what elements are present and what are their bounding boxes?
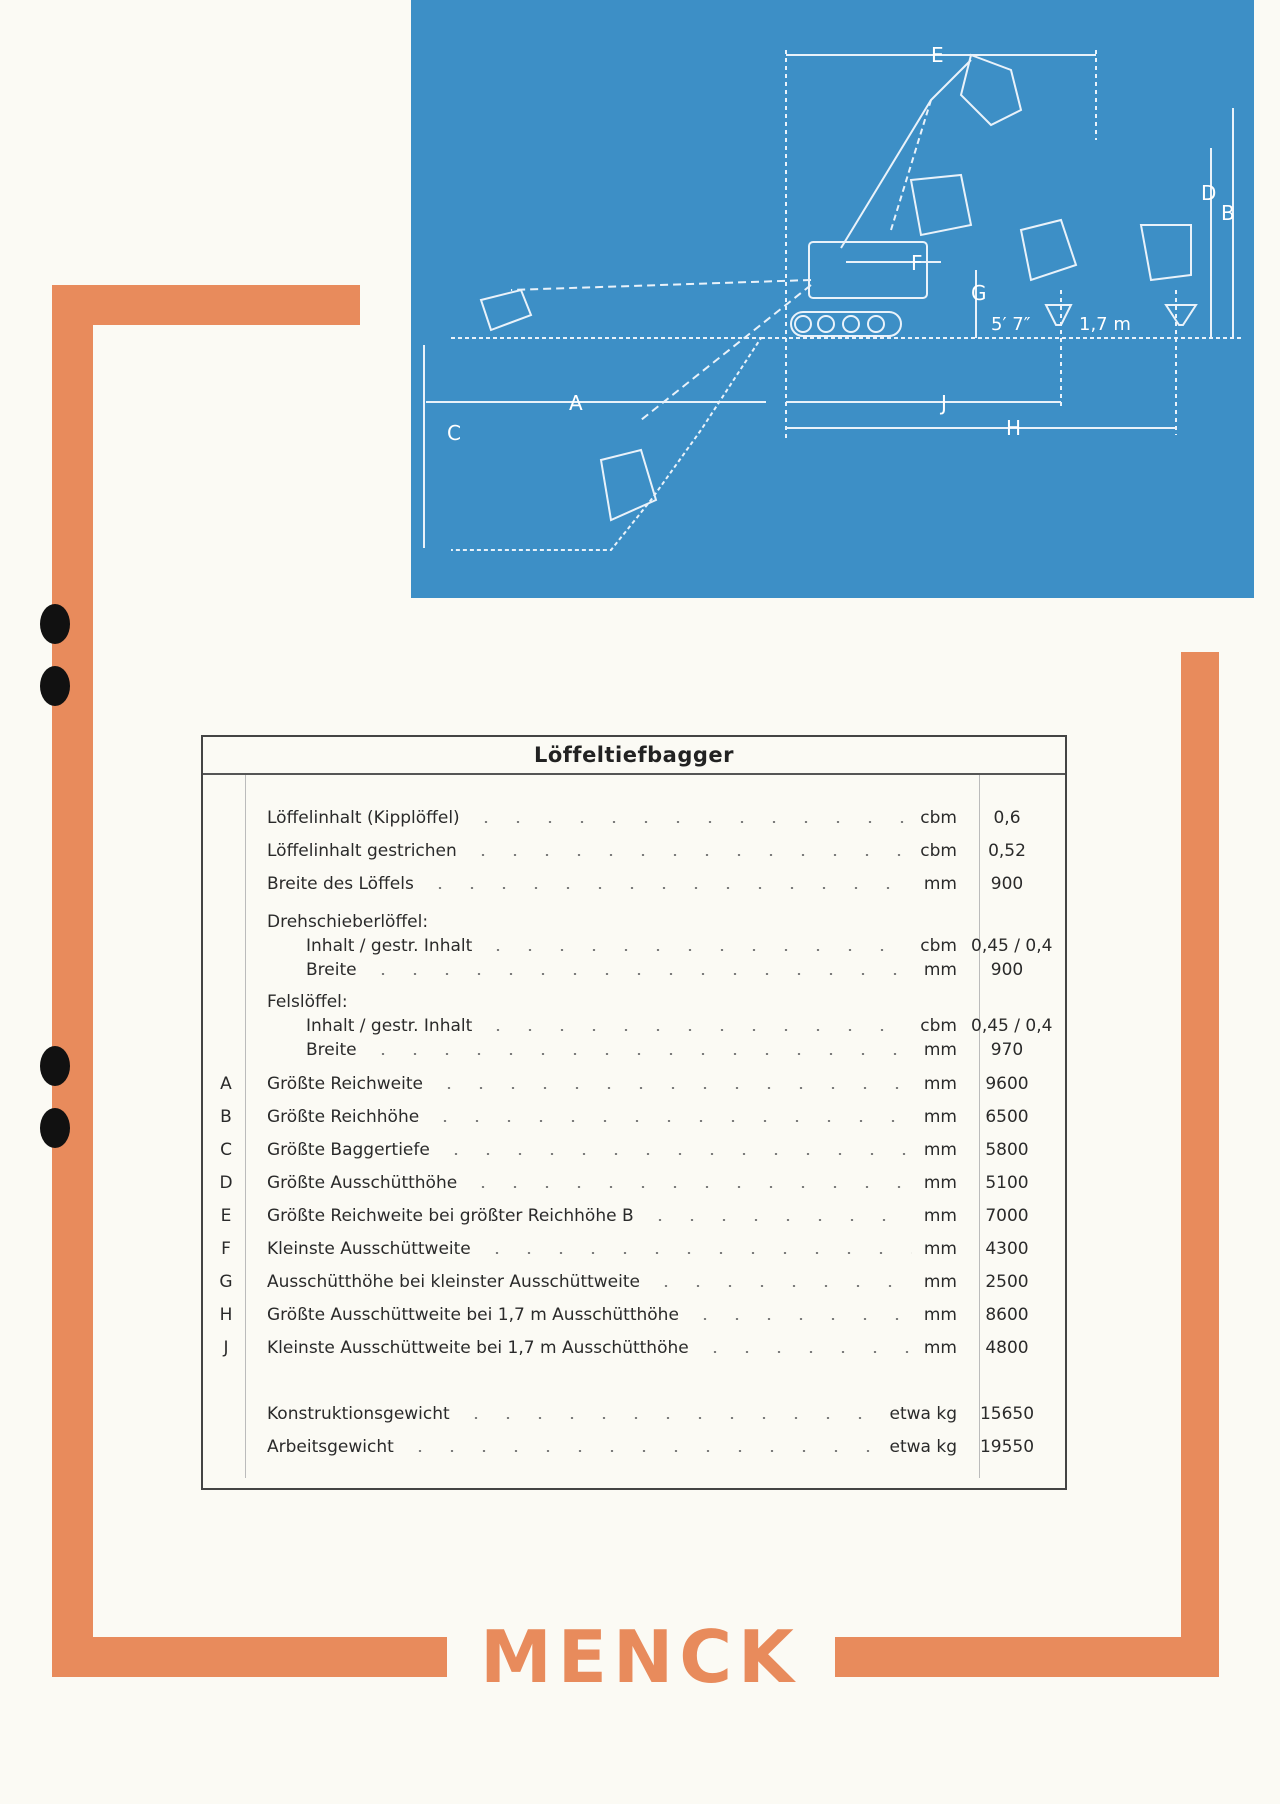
dim-label-A: A	[569, 391, 583, 415]
row-label: Ausschütthöhe bei kleinster Ausschüttweite	[267, 1272, 640, 1292]
row-unit: mm	[918, 1140, 957, 1160]
dim-label-F: F	[911, 251, 923, 275]
bucket-dump-2	[1021, 220, 1076, 280]
table-row	[203, 960, 1065, 984]
frame-left-bar	[52, 285, 93, 1677]
row-label: Breite	[306, 960, 357, 980]
leader-dots	[644, 1219, 912, 1221]
row-unit: etwa kg	[884, 1437, 958, 1457]
table-row	[203, 1074, 1065, 1098]
row-value: 0,52	[988, 841, 1026, 861]
row-value: 4300	[985, 1239, 1029, 1259]
bucket-high	[961, 55, 1021, 125]
table-title: Löffeltiefbagger	[203, 737, 1065, 775]
table-row	[203, 992, 1065, 1016]
leader-dots	[699, 1351, 912, 1353]
row-value: 9600	[985, 1074, 1029, 1094]
row-value: 2500	[985, 1272, 1029, 1292]
row-label: Löffelinhalt (Kipplöffel)	[267, 808, 460, 828]
frame-bottom-left-bar	[52, 1637, 447, 1677]
leader-dots	[482, 949, 908, 951]
leader-dots	[404, 1450, 878, 1452]
excavator-blueprint-svg	[411, 0, 1254, 598]
row-label: Drehschieberlöffel:	[267, 912, 429, 932]
row-label: Kleinste Ausschüttweite bei 1,7 m Ausschütthöhe	[267, 1338, 689, 1358]
row-unit: mm	[918, 1239, 957, 1259]
row-unit: mm	[918, 1107, 957, 1127]
row-value: 970	[990, 1040, 1024, 1060]
ground-line	[451, 338, 761, 550]
hopper-2	[1166, 305, 1196, 325]
table-row	[203, 912, 1065, 936]
row-value: 4800	[985, 1338, 1029, 1358]
boom-high	[841, 60, 971, 248]
row-letter: H	[219, 1305, 233, 1325]
menck-logo: MENCK	[480, 1615, 800, 1699]
row-unit: mm	[918, 1074, 957, 1094]
leader-dots	[481, 1252, 912, 1254]
table-row	[203, 808, 1065, 832]
leader-dots	[367, 1053, 912, 1055]
row-label: Breite	[306, 1040, 357, 1060]
binder-hole-3	[40, 1046, 70, 1086]
dim-label-C: C	[447, 421, 461, 445]
specifications-table	[201, 735, 1067, 1490]
leader-dots	[467, 854, 908, 856]
row-unit: mm	[918, 1173, 957, 1193]
table-row	[203, 1272, 1065, 1296]
binder-hole-4	[40, 1108, 70, 1148]
row-letter: D	[219, 1173, 233, 1193]
row-value: 5800	[985, 1140, 1029, 1160]
row-value: 900	[990, 960, 1024, 980]
row-label: Löffelinhalt gestrichen	[267, 841, 457, 861]
table-row	[203, 936, 1065, 960]
row-value: 8600	[985, 1305, 1029, 1325]
binder-hole-2	[40, 666, 70, 706]
table-row	[203, 874, 1065, 898]
row-unit: mm	[918, 1206, 957, 1226]
bucket-down	[601, 450, 656, 520]
row-label: Inhalt / gestr. Inhalt	[306, 1016, 473, 1036]
stick-high	[891, 100, 931, 230]
row-unit: mm	[918, 874, 957, 894]
row-value: 0,6	[993, 808, 1021, 828]
row-unit: cbm	[914, 1016, 957, 1036]
leader-dots	[482, 1029, 908, 1031]
table-row	[203, 1173, 1065, 1197]
leader-dots	[650, 1285, 912, 1287]
row-label: Größte Ausschüttweite bei 1,7 m Ausschütthöhe	[267, 1305, 679, 1325]
row-unit: mm	[918, 960, 957, 980]
dim-label-B: B	[1221, 201, 1235, 225]
table-row	[203, 1239, 1065, 1263]
excavator-cab	[809, 242, 927, 298]
row-value: 5100	[985, 1173, 1029, 1193]
row-letter: G	[219, 1272, 233, 1292]
height-note-1: 5′ 7″	[991, 314, 1031, 335]
leader-dots	[433, 1087, 912, 1089]
boom-forward	[511, 280, 811, 290]
row-value: 6500	[985, 1107, 1029, 1127]
dim-label-E: E	[931, 43, 944, 67]
row-letter: F	[221, 1239, 231, 1259]
table-row	[203, 1107, 1065, 1131]
row-unit: cbm	[914, 808, 957, 828]
leader-dots	[467, 1186, 912, 1188]
leader-dots	[424, 887, 912, 889]
dim-label-J: J	[941, 391, 947, 415]
row-value: 0,45 / 0,4	[971, 1016, 1053, 1036]
table-row	[203, 1437, 1065, 1461]
row-letter: C	[220, 1140, 232, 1160]
row-label: Größte Ausschütthöhe	[267, 1173, 458, 1193]
frame-top-left-bar	[52, 285, 360, 325]
table-row	[203, 1040, 1065, 1064]
leader-dots	[429, 1120, 912, 1122]
leader-dots	[440, 1153, 912, 1155]
row-unit: mm	[918, 1338, 957, 1358]
row-unit: cbm	[914, 936, 957, 956]
table-row	[203, 1206, 1065, 1230]
row-letter: A	[220, 1074, 232, 1094]
row-unit: mm	[918, 1305, 957, 1325]
table-row	[203, 1140, 1065, 1164]
row-label: Felslöffel:	[267, 992, 348, 1012]
height-note-2: 1,7 m	[1079, 314, 1131, 335]
table-row	[203, 1404, 1065, 1428]
row-letter: B	[220, 1107, 232, 1127]
table-row	[203, 1305, 1065, 1329]
row-value: 900	[990, 874, 1024, 894]
row-unit: cbm	[914, 841, 957, 861]
leader-dots	[689, 1318, 912, 1320]
leader-dots	[367, 973, 912, 975]
row-unit: etwa kg	[884, 1404, 958, 1424]
row-unit: mm	[918, 1272, 957, 1292]
row-label: Größte Baggertiefe	[267, 1140, 430, 1160]
leader-dots	[460, 1417, 878, 1419]
frame-bottom-right-bar	[835, 1637, 1219, 1677]
row-letter: J	[223, 1338, 229, 1358]
row-letter: E	[220, 1206, 232, 1226]
bucket-dump-3	[1141, 225, 1191, 280]
bucket-forward	[481, 290, 531, 330]
row-label: Größte Reichhöhe	[267, 1107, 420, 1127]
bucket-dump-1	[911, 175, 971, 235]
table-row	[203, 1338, 1065, 1362]
frame-right-bar	[1181, 652, 1219, 1677]
excavator-blueprint-diagram	[411, 0, 1254, 598]
row-label: Arbeitsgewicht	[267, 1437, 394, 1457]
row-label: Kleinste Ausschüttweite	[267, 1239, 471, 1259]
row-value: 19550	[979, 1437, 1035, 1457]
dim-label-H: H	[1006, 416, 1022, 440]
hopper-1	[1046, 305, 1071, 325]
dim-label-G: G	[971, 281, 987, 305]
row-value: 7000	[985, 1206, 1029, 1226]
row-label: Inhalt / gestr. Inhalt	[306, 936, 473, 956]
dim-label-D: D	[1201, 181, 1217, 205]
table-row	[203, 841, 1065, 865]
row-label: Breite des Löffels	[267, 874, 414, 894]
binder-hole-1	[40, 604, 70, 644]
row-value: 0,45 / 0,4	[971, 936, 1053, 956]
row-label: Größte Reichweite	[267, 1074, 423, 1094]
boom-down	[641, 285, 811, 420]
table-row	[203, 1016, 1065, 1040]
row-label: Größte Reichweite bei größter Reichhöhe B	[267, 1206, 634, 1226]
row-value: 15650	[979, 1404, 1035, 1424]
row-unit: mm	[918, 1040, 957, 1060]
leader-dots	[470, 821, 908, 823]
row-label: Konstruktionsgewicht	[267, 1404, 450, 1424]
